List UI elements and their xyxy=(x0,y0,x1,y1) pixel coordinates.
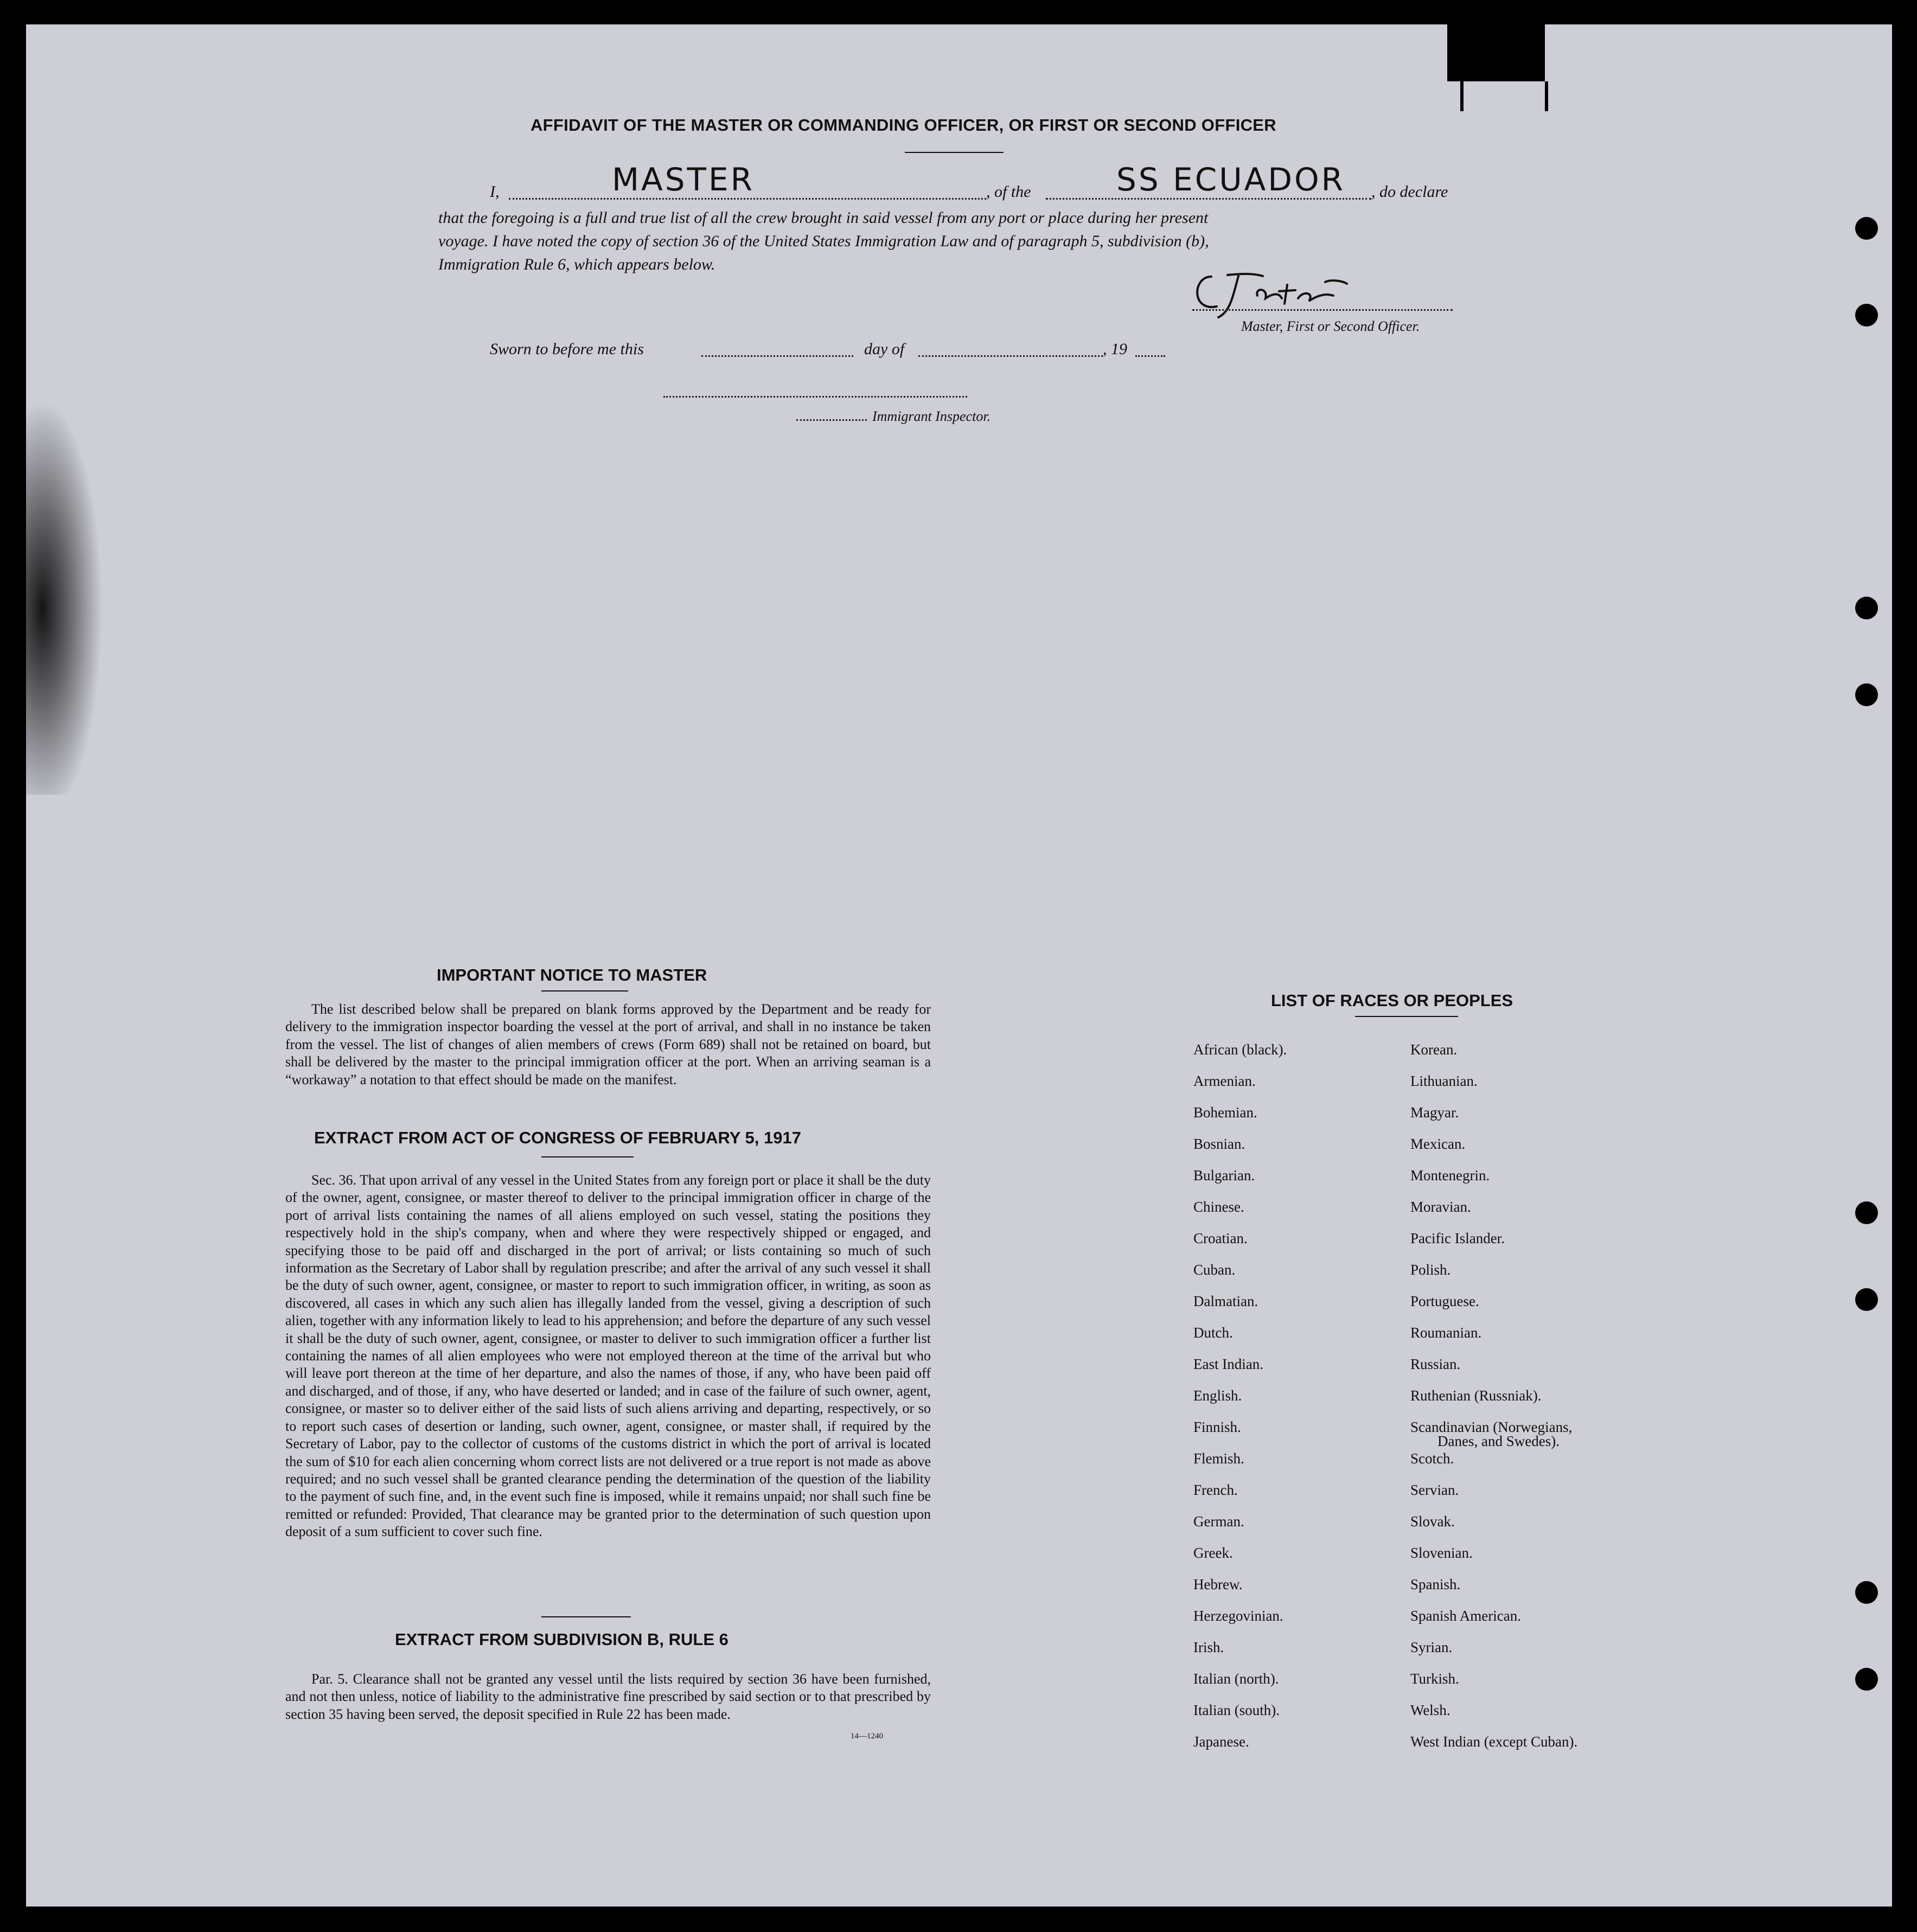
race-item: Flemish. xyxy=(1193,1450,1244,1467)
sworn-day-field[interactable] xyxy=(701,355,853,357)
race-item: German. xyxy=(1193,1513,1244,1530)
year-label: , 19 xyxy=(1103,340,1127,358)
notice-title: IMPORTANT NOTICE TO MASTER xyxy=(437,965,707,984)
rule-title: EXTRACT FROM SUBDIVISION B, RULE 6 xyxy=(395,1630,729,1649)
race-item: Slovak. xyxy=(1410,1513,1455,1530)
races-rule xyxy=(1355,1016,1458,1017)
binder-hole xyxy=(1855,217,1878,240)
of-the-label: , of the xyxy=(986,183,1031,201)
binder-hole xyxy=(1855,1581,1878,1604)
race-item: Montenegrin. xyxy=(1410,1167,1490,1183)
vessel-name-line xyxy=(1046,198,1371,200)
page-tab-notch xyxy=(1447,24,1545,81)
race-item: Bohemian. xyxy=(1193,1104,1257,1121)
race-item: Korean. xyxy=(1410,1041,1458,1058)
race-item: Portuguese. xyxy=(1410,1293,1479,1309)
inspector-caption: Immigrant Inspector. xyxy=(872,408,991,424)
notice-rule xyxy=(541,990,628,991)
sworn-label: Sworn to before me this xyxy=(490,340,644,358)
binder-hole xyxy=(1855,1288,1878,1311)
affidavit-body-line: voyage. I have noted the copy of section 36 of the United States Immigration Law and of paragraph 5, subdivision (b), xyxy=(438,232,1209,250)
race-item: Welsh. xyxy=(1410,1702,1450,1718)
vessel-name-field[interactable]: SS ECUADOR xyxy=(1116,161,1345,198)
race-item: Servian. xyxy=(1410,1482,1459,1498)
race-item: Dutch. xyxy=(1193,1325,1233,1341)
race-item: French. xyxy=(1193,1482,1238,1498)
races-title: LIST OF RACES OR PEOPLES xyxy=(1271,991,1513,1010)
race-item: Croatian. xyxy=(1193,1230,1248,1246)
binder-hole xyxy=(1855,304,1878,327)
act-rule xyxy=(541,1156,634,1157)
act-end-rule xyxy=(541,1616,631,1617)
race-item: Italian (north). xyxy=(1193,1671,1279,1687)
race-item: Magyar. xyxy=(1410,1104,1459,1121)
ink-stain xyxy=(26,382,107,795)
signature-caption: Master, First or Second Officer. xyxy=(1241,318,1420,334)
race-item: Cuban. xyxy=(1193,1262,1236,1278)
binder-hole xyxy=(1855,683,1878,706)
master-name-line xyxy=(509,198,986,200)
race-item: Bulgarian. xyxy=(1193,1167,1255,1183)
sworn-month-field[interactable] xyxy=(918,355,1103,357)
inspector-signature-line[interactable] xyxy=(663,396,967,398)
race-item: Moravian. xyxy=(1410,1199,1471,1215)
race-item: Syrian. xyxy=(1410,1639,1453,1655)
race-item: Japanese. xyxy=(1193,1733,1249,1750)
race-item: East Indian. xyxy=(1193,1356,1263,1372)
race-item: Armenian. xyxy=(1193,1073,1256,1089)
race-item: Scotch. xyxy=(1410,1450,1454,1467)
race-item: Polish. xyxy=(1410,1262,1451,1278)
race-item: African (black). xyxy=(1193,1041,1287,1058)
signature-line xyxy=(1192,309,1453,311)
act-text: Sec. 36. That upon arrival of any vessel in the United States from any foreign port or place it shall be the duty of the owner, agent, consignee, or master thereof to deliver to the principal immigration officer in charge of the port of arrival lists containing the names of all aliens employed on such vessel, stating the positions they respectively hold in the ship's company, when and where they were respectively shipped or engaged, and specifying those to be paid off and discharged in the port of arrival; or lists containing so much of such information as the Secretary of Labor shall by regulation prescribe; and after the arrival of any such vessel it shall be the duty of such owner, agent, consignee, or master to report to such immigration officer, in writing, as soon as discovered, all cases in which any such alien has illegally landed from the vessel, giving a description of such alien, together with any information likely to lead to his apprehension; and before the departure of any such vessel it shall be the duty of such owner, agent, consignee, or master to deliver to such immigration officer a further list containing the names of all alien employees who were not employed thereon at the time of the arrival but who will leave port thereon at the time of her departure, and also the names of those, if any, who have been paid off and discharged, and of those, if any, who have deserted or landed; and in case of the failure of such owner, agent, consignee, or master so to deliver either of the said lists of such aliens arriving and departing, respectively, or so to report such cases of desertion or landing, such owner, agent, consignee, or master shall, if required by the Secretary of Labor, pay to the collector of customs of the customs district in which the port of arrival is located the sum of $10 for each alien concerning whom correct lists are not delivered or a true report is not made as above required; and no such vessel shall be granted clearance pending the determination of the question of the liability to the payment of such fine, and, in the event such fine is imposed, while it remains unpaid; nor shall such fine be remitted or refunded: Provided, That clearance may be granted prior to the determination of such question upon deposit of a sum sufficient to cover such fine. xyxy=(285,1172,931,1540)
title-rule xyxy=(905,152,1004,153)
race-item: Mexican. xyxy=(1410,1136,1466,1152)
rule-text: Par. 5. Clearance shall not be granted any vessel until the lists required by section 36 have been furnished, and not then unless, notice of liability to the administrative fine prescribed by said section or to that prescribed by section 35 having been served, the deposit specified in Rule 22 has been made. xyxy=(285,1671,931,1722)
race-item: Bosnian. xyxy=(1193,1136,1245,1152)
day-of-label: day of xyxy=(864,340,905,358)
affidavit-body-line: that the foregoing is a full and true list of all the crew brought in said vessel from any port or place during her present xyxy=(438,209,1209,227)
affidavit-title: AFFIDAVIT OF THE MASTER OR COMMANDING OFFICER, OR FIRST OR SECOND OFFICER xyxy=(531,116,1276,135)
race-item: Turkish. xyxy=(1410,1671,1459,1687)
binder-hole xyxy=(1855,1201,1878,1224)
race-item: Ruthenian (Russniak). xyxy=(1410,1387,1542,1404)
race-item: Dalmatian. xyxy=(1193,1293,1258,1309)
sworn-year-field[interactable] xyxy=(1135,355,1165,357)
do-declare-label: , do declare xyxy=(1371,183,1448,201)
race-item: Scandinavian (Norwegians, xyxy=(1410,1419,1573,1435)
race-item: English. xyxy=(1193,1387,1242,1404)
binder-hole xyxy=(1855,1668,1878,1691)
notice-text: The list described below shall be prepared on blank forms approved by the Department and be ready for delivery to the immigration inspector boarding the vessel at the port of arrival, and shall in no instance be taken from the vessel. The list of changes of alien members of crews (Form 689) shall not be retained on board, but shall be delivered by the master to the principal immigration officer at the port. When an arriving seaman is a “workaway” a notation to that effect should be made on the manifest. xyxy=(285,1001,931,1087)
act-title: EXTRACT FROM ACT OF CONGRESS OF FEBRUARY 5, 1917 xyxy=(314,1128,801,1147)
document-page xyxy=(26,24,1892,1907)
affidavit-body-line: Immigration Rule 6, which appears below. xyxy=(438,255,715,273)
affidavit-i-label: I, xyxy=(490,183,500,201)
master-name-field[interactable]: MASTER xyxy=(612,161,755,198)
race-item: Pacific Islander. xyxy=(1410,1230,1505,1246)
race-item: Chinese. xyxy=(1193,1199,1244,1215)
race-item: Slovenian. xyxy=(1410,1545,1473,1561)
race-item: West Indian (except Cuban). xyxy=(1410,1733,1578,1750)
race-item: Spanish American. xyxy=(1410,1608,1521,1624)
race-item: Italian (south). xyxy=(1193,1702,1280,1718)
race-item: Irish. xyxy=(1193,1639,1224,1655)
inspector-caption-leader xyxy=(796,419,867,421)
race-item: Greek. xyxy=(1193,1545,1233,1561)
race-item: Roumanian. xyxy=(1410,1325,1482,1341)
race-item: Lithuanian. xyxy=(1410,1073,1478,1089)
race-item: Spanish. xyxy=(1410,1576,1461,1592)
race-item: Russian. xyxy=(1410,1356,1461,1372)
form-number: 14—1240 xyxy=(851,1732,883,1741)
race-item-continuation: Danes, and Swedes). xyxy=(1437,1433,1560,1449)
race-item: Hebrew. xyxy=(1193,1576,1243,1592)
race-item: Finnish. xyxy=(1193,1419,1241,1435)
race-item: Herzegovinian. xyxy=(1193,1608,1283,1624)
binder-hole xyxy=(1855,597,1878,619)
